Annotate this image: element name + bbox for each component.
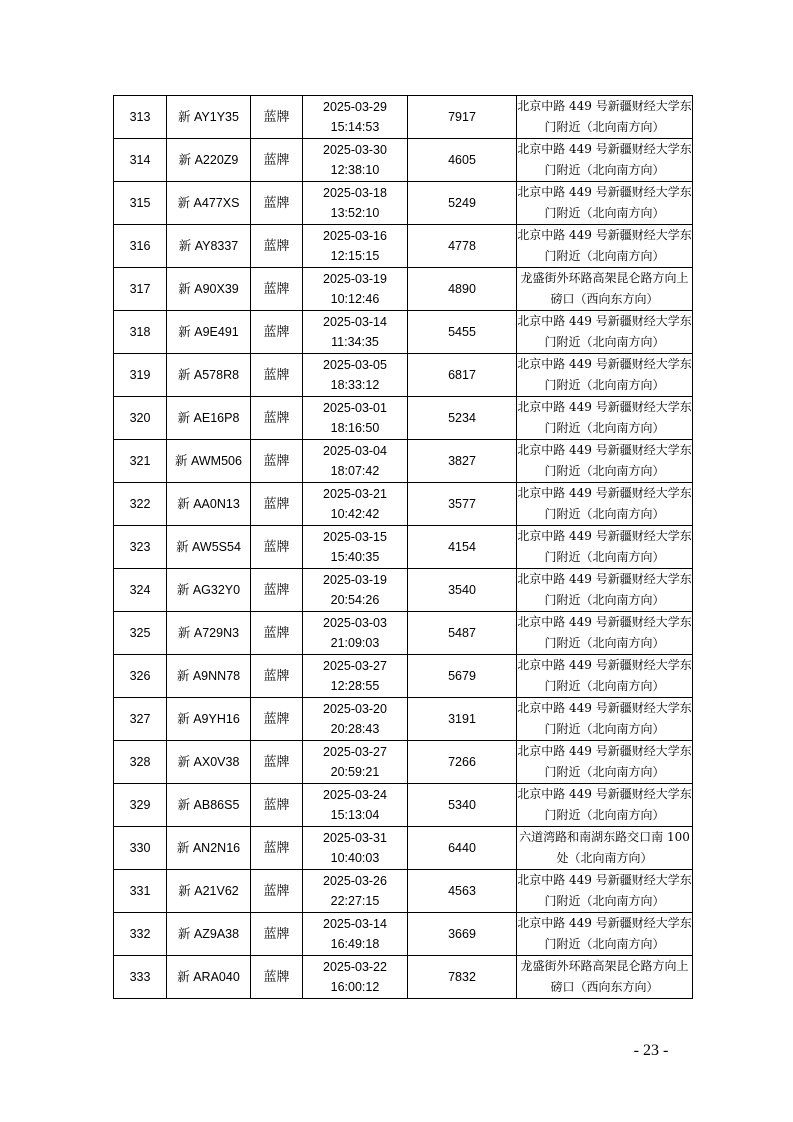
row-number-cell: 326 — [114, 655, 167, 698]
plate-type-cell: 蓝牌 — [251, 827, 303, 870]
table-row — [114, 612, 693, 655]
time-text: 10:42:42 — [330, 507, 380, 521]
row-number-cell: 315 — [114, 182, 167, 225]
plate-type-cell: 蓝牌 — [251, 397, 303, 440]
plate-type-cell: 蓝牌 — [251, 784, 303, 827]
plate-type-cell: 蓝牌 — [251, 655, 303, 698]
count-cell: 3540 — [408, 569, 517, 612]
plate-cell: 新 AW5S54 — [167, 526, 251, 569]
count-cell: 4890 — [408, 268, 517, 311]
count-cell: 3577 — [408, 483, 517, 526]
table-row — [114, 225, 693, 268]
date-text: 2025-03-29 — [323, 100, 387, 114]
table-row — [114, 397, 693, 440]
row-number-cell: 319 — [114, 354, 167, 397]
plate-type-cell: 蓝牌 — [251, 569, 303, 612]
time-text: 10:40:03 — [330, 851, 380, 865]
table-row — [114, 913, 693, 956]
table-row — [114, 569, 693, 612]
location-cell: 北京中路 449 号新疆财经大学东门附近（北向南方向） — [517, 784, 693, 827]
location-cell: 北京中路 449 号新疆财经大学东门附近（北向南方向） — [517, 96, 693, 139]
count-cell: 7266 — [408, 741, 517, 784]
plate-type-cell: 蓝牌 — [251, 526, 303, 569]
table-row — [114, 698, 693, 741]
plate-cell: 新 AA0N13 — [167, 483, 251, 526]
location-cell: 北京中路 449 号新疆财经大学东门附近（北向南方向） — [517, 440, 693, 483]
row-number-cell: 321 — [114, 440, 167, 483]
date-text: 2025-03-16 — [323, 229, 387, 243]
location-cell: 北京中路 449 号新疆财经大学东门附近（北向南方向） — [517, 397, 693, 440]
plate-type-cell: 蓝牌 — [251, 612, 303, 655]
date-text: 2025-03-27 — [323, 659, 387, 673]
table-row — [114, 354, 693, 397]
date-text: 2025-03-01 — [323, 401, 387, 415]
count-cell: 5455 — [408, 311, 517, 354]
date-text: 2025-03-14 — [323, 315, 387, 329]
plate-type-cell: 蓝牌 — [251, 354, 303, 397]
time-text: 12:15:15 — [330, 249, 380, 263]
location-cell: 北京中路 449 号新疆财经大学东门附近（北向南方向） — [517, 311, 693, 354]
row-number-cell: 329 — [114, 784, 167, 827]
count-cell: 5487 — [408, 612, 517, 655]
location-cell: 北京中路 449 号新疆财经大学东门附近（北向南方向） — [517, 870, 693, 913]
timestamp-cell — [303, 698, 408, 741]
table-row — [114, 182, 693, 225]
plate-cell: 新 AY1Y35 — [167, 96, 251, 139]
row-number-cell: 316 — [114, 225, 167, 268]
date-text: 2025-03-27 — [323, 745, 387, 759]
location-cell: 北京中路 449 号新疆财经大学东门附近（北向南方向） — [517, 526, 693, 569]
plate-cell: 新 A477XS — [167, 182, 251, 225]
plate-type-cell: 蓝牌 — [251, 311, 303, 354]
time-text: 16:00:12 — [330, 980, 380, 994]
date-text: 2025-03-24 — [323, 788, 387, 802]
plate-type-cell: 蓝牌 — [251, 870, 303, 913]
time-text: 15:40:35 — [330, 550, 380, 564]
timestamp-cell — [303, 655, 408, 698]
location-cell: 北京中路 449 号新疆财经大学东门附近（北向南方向） — [517, 225, 693, 268]
date-text: 2025-03-22 — [323, 960, 387, 974]
count-cell: 5340 — [408, 784, 517, 827]
plate-cell: 新 A90X39 — [167, 268, 251, 311]
plate-cell: 新 A729N3 — [167, 612, 251, 655]
row-number-cell: 322 — [114, 483, 167, 526]
page-number: - 23 - — [633, 1042, 669, 1059]
date-text: 2025-03-30 — [323, 143, 387, 157]
table-body — [114, 96, 693, 999]
date-text: 2025-03-19 — [323, 272, 387, 286]
plate-type-cell: 蓝牌 — [251, 268, 303, 311]
row-number-cell: 324 — [114, 569, 167, 612]
row-number-cell: 318 — [114, 311, 167, 354]
date-text: 2025-03-04 — [323, 444, 387, 458]
time-text: 21:09:03 — [330, 636, 380, 650]
count-cell: 6440 — [408, 827, 517, 870]
row-number-cell: 314 — [114, 139, 167, 182]
timestamp-cell — [303, 268, 408, 311]
table-row — [114, 311, 693, 354]
time-text: 13:52:10 — [330, 206, 380, 220]
plate-cell: 新 AWM506 — [167, 440, 251, 483]
location-cell: 龙盛街外环路高架昆仑路方向上磅口（西向东方向） — [517, 268, 693, 311]
timestamp-cell — [303, 182, 408, 225]
plate-type-cell: 蓝牌 — [251, 440, 303, 483]
location-cell: 北京中路 449 号新疆财经大学东门附近（北向南方向） — [517, 139, 693, 182]
table-row — [114, 526, 693, 569]
count-cell: 5679 — [408, 655, 517, 698]
table-row — [114, 440, 693, 483]
plate-type-cell: 蓝牌 — [251, 139, 303, 182]
plate-cell: 新 AG32Y0 — [167, 569, 251, 612]
table-row — [114, 483, 693, 526]
time-text: 12:38:10 — [330, 163, 380, 177]
date-text: 2025-03-18 — [323, 186, 387, 200]
row-number-cell: 330 — [114, 827, 167, 870]
timestamp-cell — [303, 956, 408, 999]
location-cell: 龙盛街外环路高架昆仑路方向上磅口（西向东方向） — [517, 956, 693, 999]
row-number-cell: 331 — [114, 870, 167, 913]
table-row — [114, 655, 693, 698]
plate-type-cell: 蓝牌 — [251, 483, 303, 526]
table-row — [114, 784, 693, 827]
time-text: 18:16:50 — [330, 421, 380, 435]
timestamp-cell — [303, 784, 408, 827]
count-cell: 3191 — [408, 698, 517, 741]
timestamp-cell — [303, 139, 408, 182]
plate-cell: 新 AE16P8 — [167, 397, 251, 440]
plate-type-cell: 蓝牌 — [251, 225, 303, 268]
time-text: 12:28:55 — [330, 679, 380, 693]
count-cell: 4154 — [408, 526, 517, 569]
time-text: 10:12:46 — [330, 292, 380, 306]
plate-cell: 新 A9E491 — [167, 311, 251, 354]
date-text: 2025-03-26 — [323, 874, 387, 888]
timestamp-cell — [303, 397, 408, 440]
time-text: 22:27:15 — [330, 894, 380, 908]
table-row — [114, 956, 693, 999]
row-number-cell: 328 — [114, 741, 167, 784]
location-cell: 北京中路 449 号新疆财经大学东门附近（北向南方向） — [517, 741, 693, 784]
violation-records-table — [113, 95, 693, 999]
table-row — [114, 96, 693, 139]
row-number-cell: 327 — [114, 698, 167, 741]
time-text: 20:59:21 — [330, 765, 380, 779]
plate-type-cell: 蓝牌 — [251, 913, 303, 956]
row-number-cell: 323 — [114, 526, 167, 569]
table-row — [114, 139, 693, 182]
plate-type-cell: 蓝牌 — [251, 741, 303, 784]
date-text: 2025-03-03 — [323, 616, 387, 630]
count-cell: 4778 — [408, 225, 517, 268]
location-cell: 北京中路 449 号新疆财经大学东门附近（北向南方向） — [517, 354, 693, 397]
date-text: 2025-03-05 — [323, 358, 387, 372]
time-text: 18:33:12 — [330, 378, 380, 392]
plate-cell: 新 A578R8 — [167, 354, 251, 397]
plate-type-cell: 蓝牌 — [251, 96, 303, 139]
timestamp-cell — [303, 913, 408, 956]
date-text: 2025-03-19 — [323, 573, 387, 587]
timestamp-cell — [303, 440, 408, 483]
row-number-cell: 333 — [114, 956, 167, 999]
timestamp-cell — [303, 612, 408, 655]
timestamp-cell — [303, 741, 408, 784]
timestamp-cell — [303, 526, 408, 569]
time-text: 18:07:42 — [330, 464, 380, 478]
plate-cell: 新 A9NN78 — [167, 655, 251, 698]
date-text: 2025-03-14 — [323, 917, 387, 931]
count-cell: 6817 — [408, 354, 517, 397]
time-text: 16:49:18 — [330, 937, 380, 951]
plate-cell: 新 AN2N16 — [167, 827, 251, 870]
plate-type-cell: 蓝牌 — [251, 698, 303, 741]
timestamp-cell — [303, 483, 408, 526]
row-number-cell: 317 — [114, 268, 167, 311]
location-cell: 北京中路 449 号新疆财经大学东门附近（北向南方向） — [517, 612, 693, 655]
plate-cell: 新 A21V62 — [167, 870, 251, 913]
row-number-cell: 320 — [114, 397, 167, 440]
timestamp-cell — [303, 225, 408, 268]
plate-cell: 新 AB86S5 — [167, 784, 251, 827]
location-cell: 六道湾路和南湖东路交口南 100 处（北向南方向） — [517, 827, 693, 870]
location-cell: 北京中路 449 号新疆财经大学东门附近（北向南方向） — [517, 483, 693, 526]
count-cell: 4563 — [408, 870, 517, 913]
location-cell: 北京中路 449 号新疆财经大学东门附近（北向南方向） — [517, 182, 693, 225]
time-text: 15:14:53 — [330, 120, 380, 134]
plate-cell: 新 AX0V38 — [167, 741, 251, 784]
table-row — [114, 827, 693, 870]
count-cell: 5249 — [408, 182, 517, 225]
table-row — [114, 870, 693, 913]
location-cell: 北京中路 449 号新疆财经大学东门附近（北向南方向） — [517, 655, 693, 698]
time-text: 20:54:26 — [330, 593, 380, 607]
table-row — [114, 741, 693, 784]
time-text: 11:34:35 — [331, 335, 379, 349]
plate-cell: 新 A220Z9 — [167, 139, 251, 182]
date-text: 2025-03-21 — [323, 487, 387, 501]
plate-type-cell: 蓝牌 — [251, 182, 303, 225]
date-text: 2025-03-20 — [323, 702, 387, 716]
location-cell: 北京中路 449 号新疆财经大学东门附近（北向南方向） — [517, 569, 693, 612]
location-cell: 北京中路 449 号新疆财经大学东门附近（北向南方向） — [517, 698, 693, 741]
timestamp-cell — [303, 827, 408, 870]
plate-type-cell: 蓝牌 — [251, 956, 303, 999]
count-cell: 7832 — [408, 956, 517, 999]
time-text: 15:13:04 — [330, 808, 380, 822]
count-cell: 4605 — [408, 139, 517, 182]
row-number-cell: 332 — [114, 913, 167, 956]
count-cell: 7917 — [408, 96, 517, 139]
timestamp-cell — [303, 354, 408, 397]
count-cell: 3827 — [408, 440, 517, 483]
location-cell: 北京中路 449 号新疆财经大学东门附近（北向南方向） — [517, 913, 693, 956]
time-text: 20:28:43 — [330, 722, 380, 736]
timestamp-cell — [303, 569, 408, 612]
date-text: 2025-03-15 — [323, 530, 387, 544]
count-cell: 3669 — [408, 913, 517, 956]
plate-cell: 新 AY8337 — [167, 225, 251, 268]
date-text: 2025-03-31 — [323, 831, 387, 845]
timestamp-cell — [303, 870, 408, 913]
timestamp-cell — [303, 311, 408, 354]
count-cell: 5234 — [408, 397, 517, 440]
table-row — [114, 268, 693, 311]
row-number-cell: 313 — [114, 96, 167, 139]
plate-cell: 新 A9YH16 — [167, 698, 251, 741]
row-number-cell: 325 — [114, 612, 167, 655]
timestamp-cell — [303, 96, 408, 139]
plate-cell: 新 ARA040 — [167, 956, 251, 999]
plate-cell: 新 AZ9A38 — [167, 913, 251, 956]
